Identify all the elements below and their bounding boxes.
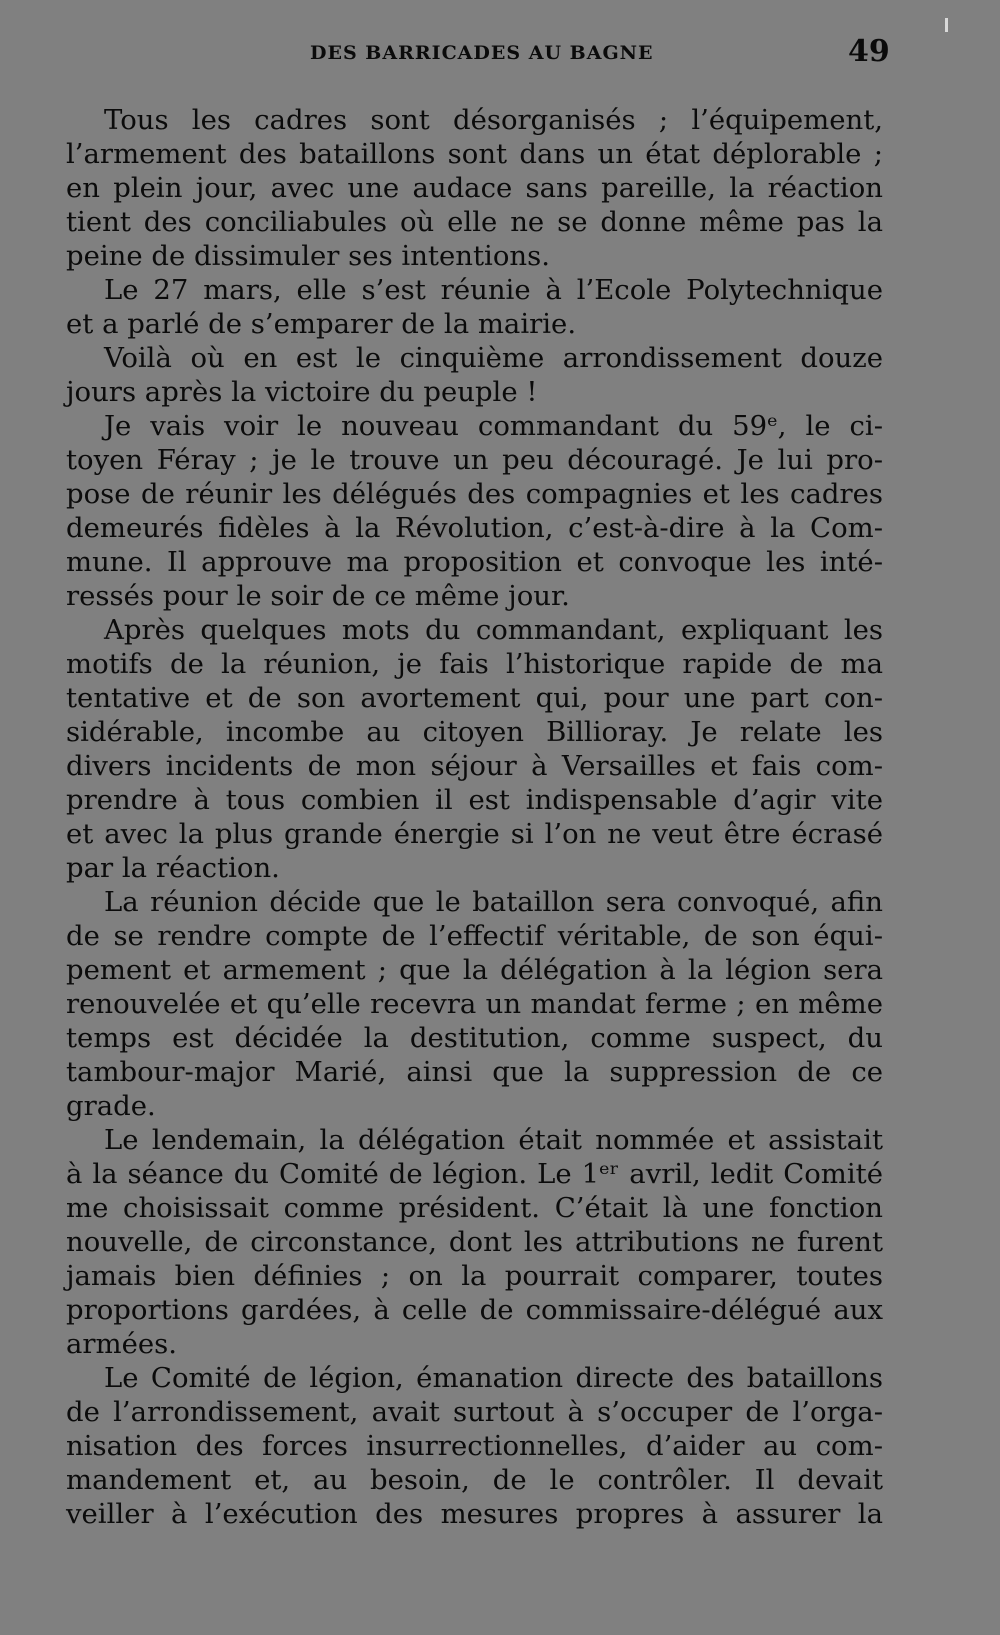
text-line: l’armement des bataillons sont dans un état déplorable ; bbox=[66, 138, 883, 170]
text-line: jamais bien définies ; on la pourrait comparer, toutes bbox=[66, 1260, 883, 1292]
text-line: motifs de la réunion, je fais l’historique rapide de ma bbox=[66, 648, 883, 680]
text-line: et avec la plus grande énergie si l’on ne veut être écrasé bbox=[66, 818, 883, 850]
text-line: grade. bbox=[66, 1090, 156, 1122]
text-line: de l’arrondissement, avait surtout à s’occuper de l’orga- bbox=[66, 1396, 883, 1428]
text-line: par la réaction. bbox=[66, 852, 280, 884]
text-line: mandement et, au besoin, de le contrôler. Il devait bbox=[66, 1464, 883, 1496]
text-line: La réunion décide que le bataillon sera convoqué, afin bbox=[104, 886, 883, 918]
text-line: proportions gardées, à celle de commissaire-délégué aux bbox=[66, 1294, 883, 1326]
text-line: mune. Il approuve ma proposition et convoque les inté- bbox=[66, 546, 883, 578]
text-line: sidérable, incombe au citoyen Billioray. Je relate les bbox=[66, 716, 883, 748]
text-line: armées. bbox=[66, 1328, 178, 1360]
text-line: demeurés fidèles à la Révolution, c’est-à-dire à la Com- bbox=[66, 512, 883, 544]
text-line: pose de réunir les délégués des compagnies et les cadres bbox=[66, 478, 883, 510]
running-title: DES BARRICADES AU BAGNE bbox=[310, 42, 654, 64]
text-line: Tous les cadres sont désorganisés ; l’équipement, bbox=[104, 104, 883, 136]
text-line: nisation des forces insurrectionnelles, d’aider au com- bbox=[66, 1430, 883, 1462]
text-line: Le 27 mars, elle s’est réunie à l’Ecole Polytechnique bbox=[104, 274, 883, 306]
text-line: renouvelée et qu’elle recevra un mandat ferme ; en même bbox=[66, 988, 883, 1020]
text-line: me choisissait comme président. C’était là une fonction bbox=[66, 1192, 883, 1224]
text-line: nouvelle, de circonstance, dont les attributions ne furent bbox=[66, 1226, 883, 1258]
text-line: de se rendre compte de l’effectif véritable, de son équi- bbox=[66, 920, 883, 952]
text-line: veiller à l’exécution des mesures propres à assurer la bbox=[66, 1498, 883, 1530]
text-line: Après quelques mots du commandant, expliquant les bbox=[104, 614, 883, 646]
scan-mark bbox=[945, 18, 948, 32]
text-line: Voilà où en est le cinquième arrondissement douze bbox=[104, 342, 883, 374]
text-line: Le Comité de légion, émanation directe des bataillons bbox=[104, 1362, 883, 1394]
text-line: temps est décidée la destitution, comme suspect, du bbox=[66, 1022, 883, 1054]
text-line: pement et armement ; que la délégation à la légion sera bbox=[66, 954, 883, 986]
text-line: tambour-major Marié, ainsi que la suppression de ce bbox=[66, 1056, 883, 1088]
body-text bbox=[66, 103, 883, 1531]
text-line: jours après la victoire du peuple ! bbox=[66, 376, 538, 408]
text-line: toyen Féray ; je le trouve un peu découragé. Je lui pro- bbox=[66, 444, 883, 476]
text-line: tentative et de son avortement qui, pour une part con- bbox=[66, 682, 883, 714]
text-line: à la séance du Comité de légion. Le 1ᵉʳ avril, ledit Comité bbox=[66, 1158, 883, 1190]
text-line: tient des conciliabules où elle ne se donne même pas la bbox=[66, 206, 883, 238]
text-line: en plein jour, avec une audace sans pareille, la réaction bbox=[66, 172, 883, 204]
text-line: et a parlé de s’emparer de la mairie. bbox=[66, 308, 577, 340]
text-line: divers incidents de mon séjour à Versailles et fais com- bbox=[66, 750, 883, 782]
text-line: peine de dissimuler ses intentions. bbox=[66, 240, 550, 272]
text-line: Le lendemain, la délégation était nommée et assistait bbox=[104, 1124, 883, 1156]
text-line: Je vais voir le nouveau commandant du 59ᵉ, le ci- bbox=[104, 410, 883, 442]
page-number: 49 bbox=[848, 34, 890, 69]
text-line: ressés pour le soir de ce même jour. bbox=[66, 580, 570, 612]
text-line: prendre à tous combien il est indispensable d’agir vite bbox=[66, 784, 883, 816]
